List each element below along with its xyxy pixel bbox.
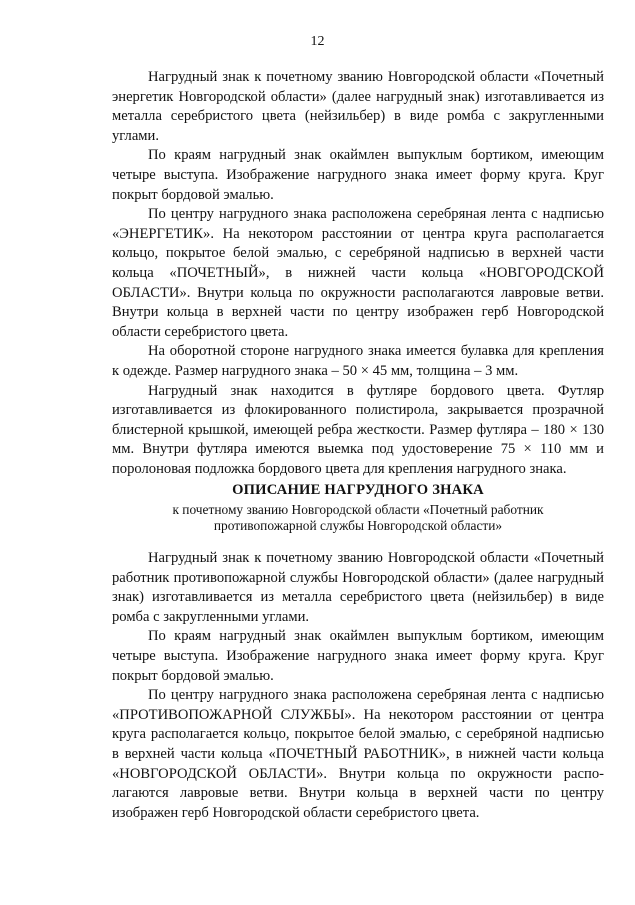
paragraph: Нагрудный знак к почетному званию Новгородской области «Почетный энергетик Новгородской области» (далее нагрудный знак) изготавливается из металла серебристого цвета (нейзильбер) в виде ромба с закругленными углами. (112, 69, 604, 144)
page-number: 12 (310, 34, 325, 49)
section-subtitle (112, 502, 604, 534)
paragraph: На оборотной стороне нагрудного знака имеется булавка для крепления к одежде. Размер нагрудного знака – 50 × 45 мм, толщина – 3 мм. (112, 343, 604, 379)
badge-description-energetik (112, 68, 604, 479)
paragraph: Нагрудный знак находится в футляре бордового цвета. Футляр изготавливается из флокированного полистирола, закрывается прозрачной блистерной крышкой, имеющей ребра жесткости. Размер футляра – 180 × 130 мм. Внутри футляра имеются выемка под удостоверение 75 × 110 мм и поролоновая подложка бордового цвета для крепления нагрудного знака. (112, 382, 604, 477)
paragraph: Нагрудный знак к почетному званию Новгородской области «Почетный работник противопожарной службы Новгородской области» (далее нагрудный знак) изготавливается из металла серебристого цвета (нейзильбер) в виде ромба с закругленными углами. (112, 550, 604, 625)
subtitle-line-2: противопожарной службы Новгородской области» (213, 518, 503, 533)
section-title: ОПИСАНИЕ НАГРУДНОГО ЗНАКА (232, 482, 484, 498)
paragraph: По краям нагрудный знак окаймлен выпуклым бортиком, имеющим четыре выступа. Изображение нагрудного знака имеет форму круга. Круг покрыт бордовой эмалью. (112, 147, 604, 203)
paragraph: По центру нагрудного знака расположена серебряная лента с надписью «ПРОТИВОПОЖАРНОЙ СЛУЖБЫ». На некотором расстоянии от центра круга располагается кольцо, покрытое белой эмалью, с серебряной надписью в верхней части кольца «ПОЧЕТНЫЙ РАБОТНИК», в нижней части кольца «НОВГОРОДСКОЙ ОБЛАСТИ». Внутри кольца по окружности располагаются лавровые ветви. Внутри кольца в верхней части по центру изображен герб Новгородской области серебристого цвета. (112, 687, 604, 821)
paragraph: По краям нагрудный знак окаймлен выпуклым бортиком, имеющим четыре выступа. Изображение нагрудного знака имеет форму круга. Круг покрыт бордовой эмалью. (112, 628, 604, 684)
section-heading (112, 481, 604, 534)
paragraph: По центру нагрудного знака расположена серебряная лента с надписью «ЭНЕРГЕТИК». На некотором расстоянии от центра круга располагается кольцо, покрытое белой эмалью, с серебряной надписью в верхней части кольца «ПОЧЕТНЫЙ», в нижней части кольца «НОВГОРОДСКОЙ ОБЛАСТИ». Внутри кольца по окружности располагаются лавровые ветви. Внутри кольца в верхней части по центру изображен герб Новгородской области серебристого цвета. (112, 206, 604, 340)
badge-description-fire-service (112, 549, 604, 823)
subtitle-line-1: к почетному званию Новгородской области «Почетный работник (172, 502, 544, 517)
